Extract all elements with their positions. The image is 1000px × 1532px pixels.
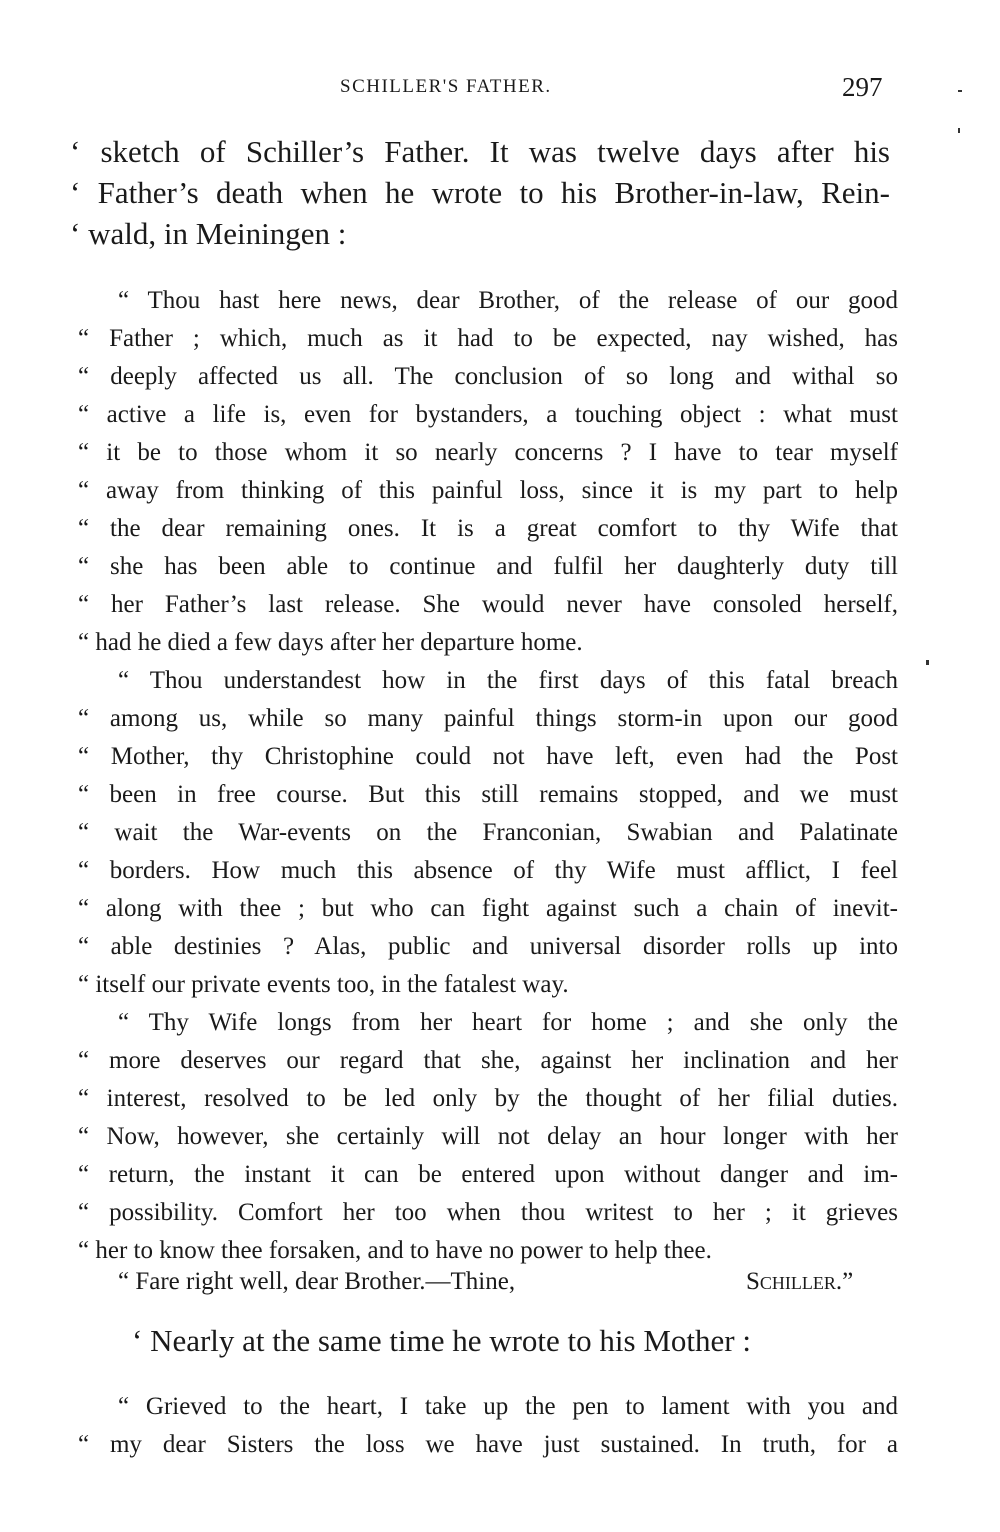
- text-line: “ my dear Sisters the loss we have just sustained. In truth, for a: [78, 1431, 898, 1458]
- text-line: “ borders. How much this absence of thy Wife must afflict, I feel: [78, 857, 898, 884]
- text-line: “ Grieved to the heart, I take up the pen to lament with you and: [118, 1393, 898, 1420]
- text-line: “ more deserves our regard that she, against her inclination and her: [78, 1047, 898, 1074]
- closing-salutation: “ Fare right well, dear Brother.—Thine,: [118, 1268, 516, 1295]
- text-line: “ possibility. Comfort her too when thou writest to her ; it grieves: [78, 1199, 898, 1226]
- running-head: [0, 72, 1000, 112]
- text-line: “ among us, while so many painful things storm-in upon our good: [78, 705, 898, 732]
- text-line: “ interest, resolved to be led only by the thought of her filial duties.: [78, 1085, 898, 1112]
- text-line: “ Thou hast here news, dear Brother, of the release of our good: [118, 287, 898, 314]
- text-line: “ the dear remaining ones. It is a great comfort to thy Wife that: [78, 515, 898, 542]
- text-line: “ her Father’s last release. She would never have consoled herself,: [78, 591, 898, 618]
- text-line: “ been in free course. But this still remains stopped, and we must: [78, 781, 898, 808]
- text-line: “ return, the instant it can be entered upon without danger and im-: [78, 1161, 898, 1188]
- margin-speck: [958, 90, 962, 92]
- text-line: ‘ sketch of Schiller’s Father. It was twelve days after his: [70, 134, 890, 169]
- text-line: “ active a life is, even for bystanders, a touching object : what must: [78, 401, 898, 428]
- text-line: “ able destinies ? Alas, public and universal disorder rolls up into: [78, 933, 898, 960]
- text-line: “ it be to those whom it so nearly concerns ? I have to tear myself: [78, 439, 898, 466]
- text-line: “ she has been able to continue and fulfil her daughterly duty till: [78, 553, 898, 580]
- margin-speck: [926, 660, 929, 665]
- text-line: “ away from thinking of this painful loss, since it is my part to help: [78, 477, 898, 504]
- text-line: “ her to know thee forsaken, and to have no power to help thee.: [78, 1237, 712, 1264]
- text-line: “ had he died a few days after her departure home.: [78, 629, 583, 656]
- text-line: “ Mother, thy Christophine could not have left, even had the Post: [78, 743, 898, 770]
- text-line: “ itself our private events too, in the fatalest way.: [78, 971, 569, 998]
- text-line: “ Now, however, she certainly will not delay an hour longer with her: [78, 1123, 898, 1150]
- text-line: ‘ Father’s death when he wrote to his Brother-in-law, Rein-: [70, 175, 890, 210]
- section-intro-line: ‘ Nearly at the same time he wrote to his Mother :: [132, 1323, 751, 1358]
- text-line: “ along with thee ; but who can fight against such a chain of inevit-: [78, 895, 898, 922]
- text-line: ‘ wald, in Meiningen :: [70, 216, 347, 251]
- text-line: “ wait the War-events on the Franconian, Swabian and Palatinate: [78, 819, 898, 846]
- text-line: “ Father ; which, much as it had to be expected, nay wished, has: [78, 325, 898, 352]
- text-line: “ Thy Wife longs from her heart for home ; and she only the: [118, 1009, 898, 1036]
- text-line: “ deeply affected us all. The conclusion of so long and withal so: [78, 363, 898, 390]
- letter-closing: [118, 1265, 898, 1299]
- signature: Schiller.”: [746, 1268, 854, 1295]
- margin-speck: [958, 128, 960, 133]
- page-number: 297: [842, 72, 883, 102]
- running-title: SCHILLER'S FATHER.: [340, 76, 552, 97]
- text-line: “ Thou understandest how in the first days of this fatal breach: [118, 667, 898, 694]
